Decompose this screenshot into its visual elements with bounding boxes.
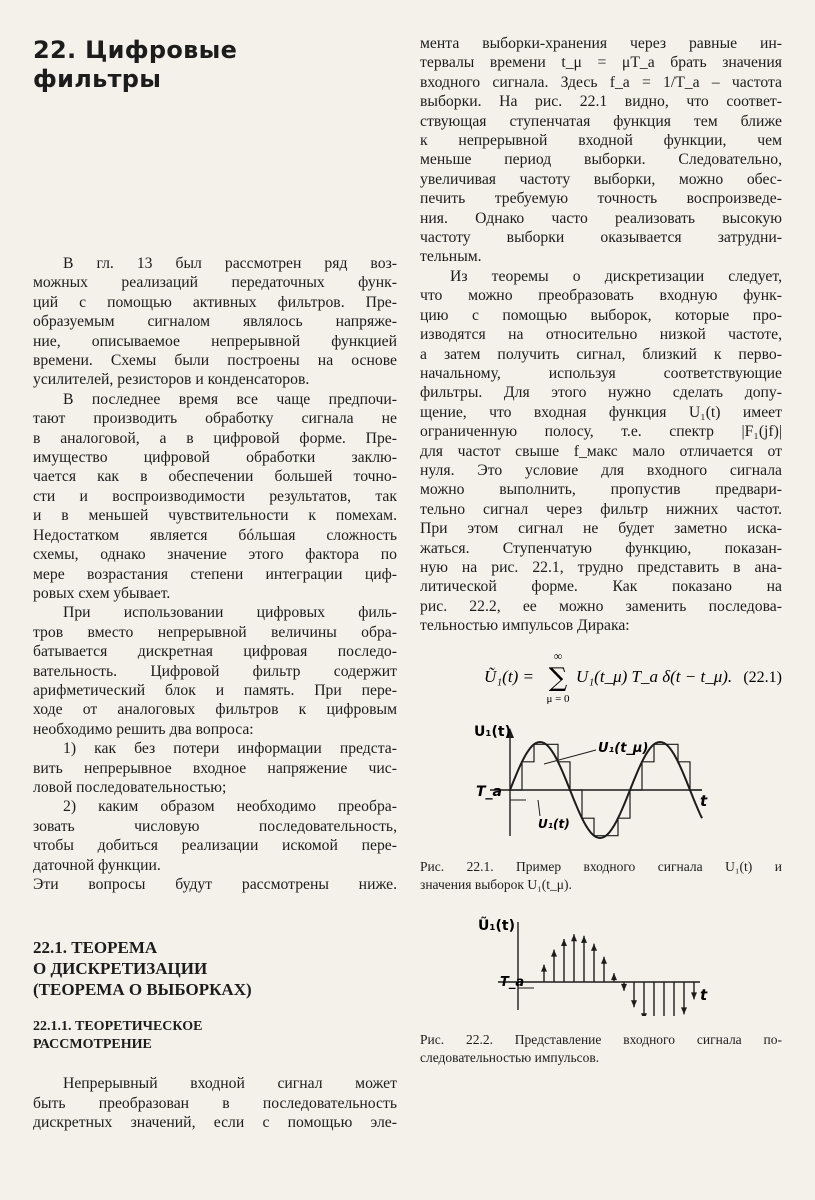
text-line: В последнее время все чаще предпочи- — [63, 390, 397, 408]
impulse-arrow-icon — [581, 935, 587, 942]
text-line: и в меньшей чувствительности к помехам. — [33, 507, 397, 525]
caption-line: следовательностью импульсов. — [420, 1049, 600, 1065]
formula-sum-top: ∞ — [553, 648, 563, 663]
left-column — [33, 36, 397, 1133]
formula-number: (22.1) — [743, 668, 782, 686]
text-line: тров вместо непрерывной величины обра- — [33, 623, 397, 641]
caption-line: значения выборок U₁(t_μ). — [420, 876, 572, 892]
subsection-title-line: 22.1.1. ТЕОРЕТИЧЕСКОЕ — [33, 1019, 203, 1035]
formula-sum-bottom: μ = 0 — [546, 692, 570, 704]
impulse-arrow-icon — [631, 1000, 637, 1007]
chapter-title-line: 22. Цифровые — [33, 36, 238, 64]
text-line: Из теоремы о дискретизации следует, — [450, 267, 782, 285]
figure-22-2 — [420, 916, 782, 1016]
text-line: изводятся на относительно низкой частоте, — [420, 326, 782, 344]
subsection-title — [33, 1018, 397, 1054]
text-line: тельностью импульсов Дирака: — [420, 617, 630, 635]
text-line: ствующая ступенчатая функция тем ближе — [420, 112, 782, 130]
right-column — [420, 34, 782, 1067]
text-line: ций с помощью активных фильтров. Пре- — [33, 293, 397, 311]
text-line: что можно преобразовать входную функ- — [420, 287, 782, 305]
impulse-arrow-icon — [621, 983, 627, 990]
left-body-text — [33, 254, 397, 894]
right-body-text — [420, 34, 782, 636]
text-line: быть преобразован в последовательность — [33, 1094, 397, 1112]
text-line: батывается дискретная цифровая последо- — [33, 643, 397, 661]
text-line: начальному, используя соответствующие — [420, 364, 782, 382]
text-line: ния. Однако часто реализовать высокую — [420, 209, 782, 227]
text-line: фильтры. Для этого нужно сделать допу- — [420, 384, 782, 402]
text-line: увеличивая частоту выборки, можно обес- — [420, 170, 782, 188]
text-line: усилителей, резисторов и конденсаторов. — [33, 371, 310, 389]
text-line: чается как в обеспечении большей точно- — [33, 468, 397, 486]
text-line: можных реализаций передаточных функ- — [33, 274, 397, 292]
figure-22-2-plot — [420, 916, 782, 1016]
text-line: вательность. Цифровой фильтр содержит — [33, 662, 397, 680]
text-line: В гл. 13 был рассмотрен ряд воз- — [63, 255, 397, 272]
fig1-t-label: t — [700, 791, 708, 810]
caption-line: Рис. 22.1. Пример входного сигнала U₁(t) и — [420, 858, 782, 874]
figure-22-1 — [420, 724, 782, 844]
text-line: мента выборки-хранения через равные ин- — [420, 35, 782, 52]
text-line: вить непрерывное входное напряжение чис- — [33, 759, 397, 777]
chapter-title — [33, 36, 397, 94]
text-line: зовать числовую последовательность, — [33, 817, 397, 835]
text-line: тервалы времени t_μ = μT_a брать значения — [420, 54, 782, 72]
formula-lhs: Ũ₁(t) = — [484, 666, 534, 686]
formula-rhs: U₁(t_μ) T_a δ(t − t_μ). — [576, 666, 733, 686]
formula-graphic — [420, 646, 782, 704]
text-line: времени. Схемы были построены на основе — [33, 352, 397, 370]
section-title-line: О ДИСКРЕТИЗАЦИИ — [33, 959, 208, 979]
text-line: ловой последовательностью; — [33, 778, 227, 796]
text-line: даточной функции. — [33, 856, 161, 874]
text-line: имущество цифровой обработки заклю- — [33, 449, 397, 467]
text-line: входного сигнала. Здесь f_a = 1/T_a – частота — [420, 73, 782, 91]
text-line: печить требуемую точность воспроизведе- — [420, 190, 782, 208]
impulse-arrow-icon — [611, 973, 617, 980]
text-line: ровых схем убывает. — [33, 584, 171, 602]
text-line: схемы, однако значение этого фактора по — [33, 546, 397, 564]
impulse-arrow-icon — [571, 934, 577, 941]
text-line: При этом сигнал не будет заметно иска- — [420, 520, 782, 538]
figure-22-2-caption — [420, 1031, 782, 1067]
fig1-curve-label: U₁(t_μ) — [598, 740, 649, 756]
impulse-arrow-icon — [691, 992, 697, 999]
text-line: нуля. Это условие для входного сигнала — [420, 461, 782, 479]
text-line: цию с помощью выборок, которые про- — [420, 306, 782, 324]
text-line: ние, описываемое непрерывной функцией — [33, 332, 397, 350]
fig1-wave-label: U₁(t) — [538, 816, 570, 831]
text-line: сти и воспроизводимости результатов, так — [33, 487, 397, 505]
wave-label-leader — [538, 800, 540, 816]
text-line: Эти вопросы будут рассмотрены ниже. — [33, 876, 397, 893]
text-line: образуемым сигналом являлось напряже- — [33, 313, 397, 331]
dirac-impulses — [541, 934, 697, 1016]
text-line: а затем получить сигнал, близкий к перво- — [420, 345, 782, 363]
text-line: тают производить обработку сигнала не — [33, 410, 397, 428]
impulse-arrow-icon — [551, 949, 557, 956]
text-line: частоту выборки оказывается затрудни- — [420, 229, 782, 247]
impulse-arrow-icon — [681, 1007, 687, 1014]
fig2-t-label: t — [700, 985, 708, 1004]
text-line: тельным. — [420, 248, 482, 266]
section-title-line: (ТЕОРЕМА О ВЫБОРКАХ) — [33, 980, 252, 1000]
text-line: ную на рис. 22.1, трудно представить в ана- — [420, 558, 782, 576]
impulse-arrow-icon — [541, 964, 547, 971]
text-line: тельно сигнал через фильтр нижних частот. — [420, 500, 782, 518]
text-line: для частот свыше f_макс мало отличается от — [420, 442, 782, 460]
chapter-title-line: фильтры — [33, 65, 162, 93]
figure-22-1-plot — [420, 724, 782, 844]
subsection-title-line: РАССМОТРЕНИЕ — [33, 1037, 152, 1053]
impulse-arrow-icon — [561, 939, 567, 946]
text-line: Недостатком является бóльшая сложность — [33, 526, 397, 544]
text-line: мере возрастания степени интеграции циф- — [33, 565, 397, 583]
fig2-y-label: Ũ₁(t) — [478, 917, 515, 934]
text-line: арифметический блок и память. При пере- — [33, 681, 397, 699]
text-line: выборки. На рис. 22.1 видно, что соответ- — [420, 93, 782, 111]
sum-sign-icon: ∑ — [548, 662, 568, 693]
section-title — [33, 937, 397, 1000]
impulse-arrow-icon — [641, 1013, 647, 1016]
formula-22-1 — [420, 646, 782, 704]
left-bottom-text — [33, 1074, 397, 1132]
caption-line: Рис. 22.2. Представление входного сигнала по- — [420, 1031, 782, 1047]
fig1-ta-label: T_a — [476, 783, 502, 800]
text-line: 1) как без потери информации предста- — [63, 740, 397, 758]
text-line: 2) каким образом необходимо преобра- — [63, 798, 397, 816]
text-line: к непрерывной входной функции, чем — [420, 132, 782, 150]
text-line: При использовании цифровых филь- — [63, 604, 397, 622]
fig1-y-label: U₁(t) — [474, 723, 511, 740]
text-line: необходимо решить два вопроса: — [33, 720, 254, 738]
text-line: можно выполнить, пропустив предвари- — [420, 481, 782, 499]
impulse-arrow-icon — [601, 956, 607, 963]
text-line: меньше период выборки. Следовательно, — [420, 151, 782, 169]
text-line: ограниченную полосу, т.е. спектр |F₁(jf)| — [420, 423, 782, 441]
text-line: щение, что входная функция U₁(t) имеет — [420, 403, 782, 421]
text-line: литической форме. Как показано на — [420, 578, 782, 596]
text-line: жаться. Ступенчатую функцию, показан- — [420, 539, 782, 557]
text-line: ходе от аналоговых фильтров к цифровым — [33, 701, 397, 719]
text-line: рис. 22.2, ее можно заменить последова- — [420, 597, 782, 615]
fig2-ta-label: T_a — [500, 974, 525, 990]
text-line: Непрерывный входной сигнал может — [63, 1075, 397, 1093]
text-line: в аналоговой, а в цифровой форме. Пре- — [33, 429, 397, 447]
figure-22-1-caption — [420, 858, 782, 894]
section-title-line: 22.1. ТЕОРЕМА — [33, 938, 158, 958]
text-line: чтобы добиться реализации искомой пере- — [33, 837, 397, 855]
text-line: дискретных значений, если с помощью эле- — [33, 1114, 397, 1132]
impulse-arrow-icon — [591, 943, 597, 950]
